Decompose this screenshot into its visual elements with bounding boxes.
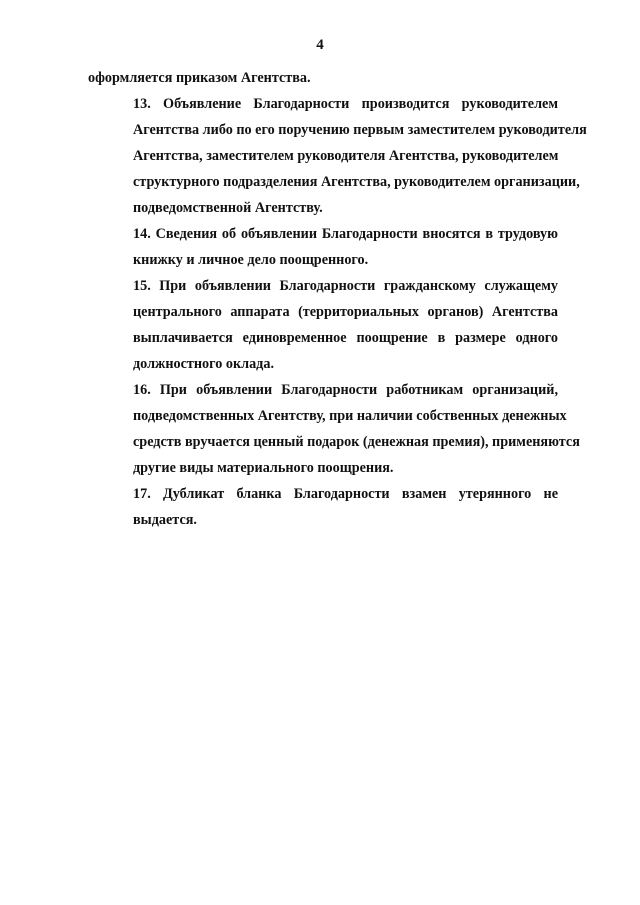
document-body	[88, 65, 587, 533]
text-line: 16. При объявлении Благодарности работникам организаций,	[133, 382, 558, 398]
text-line: подведомственных Агентству, при наличии собственных денежных	[133, 408, 567, 424]
paragraph-14	[88, 221, 558, 273]
text-line: 17. Дубликат бланка Благодарности взамен утерянного не	[133, 486, 558, 502]
text-line: 15. При объявлении Благодарности гражданскому служащему	[133, 278, 558, 294]
paragraph-15	[88, 273, 558, 377]
text-line: структурного подразделения Агентства, руководителем организации,	[133, 174, 580, 190]
text-line: выдается.	[133, 512, 197, 528]
text-line: центрального аппарата (территориальных органов) Агентства	[133, 304, 558, 320]
text-line: выплачивается единовременное поощрение в размере одного	[133, 330, 558, 346]
text-line: Агентства либо по его поручению первым заместителем руководителя	[133, 122, 587, 138]
text-line: книжку и личное дело поощренного.	[133, 252, 369, 268]
text-line: 13. Объявление Благодарности производится руководителем	[133, 96, 558, 112]
text-line: другие виды материального поощрения.	[133, 460, 394, 476]
paragraph-continuation	[88, 65, 558, 91]
text-line: 14. Сведения об объявлении Благодарности вносятся в трудовую	[133, 226, 558, 242]
text-line: средств вручается ценный подарок (денежная премия), применяются	[133, 434, 580, 450]
paragraph-13	[88, 91, 587, 221]
text-line: должностного оклада.	[133, 356, 275, 372]
text-line: Агентства, заместителем руководителя Агентства, руководителем	[133, 148, 559, 164]
text-line: оформляется приказом Агентства.	[88, 70, 311, 86]
paragraph-17	[88, 481, 558, 533]
text-line: подведомственной Агентству.	[133, 200, 323, 216]
page-number: 4	[316, 37, 324, 53]
paragraph-16	[88, 377, 580, 481]
